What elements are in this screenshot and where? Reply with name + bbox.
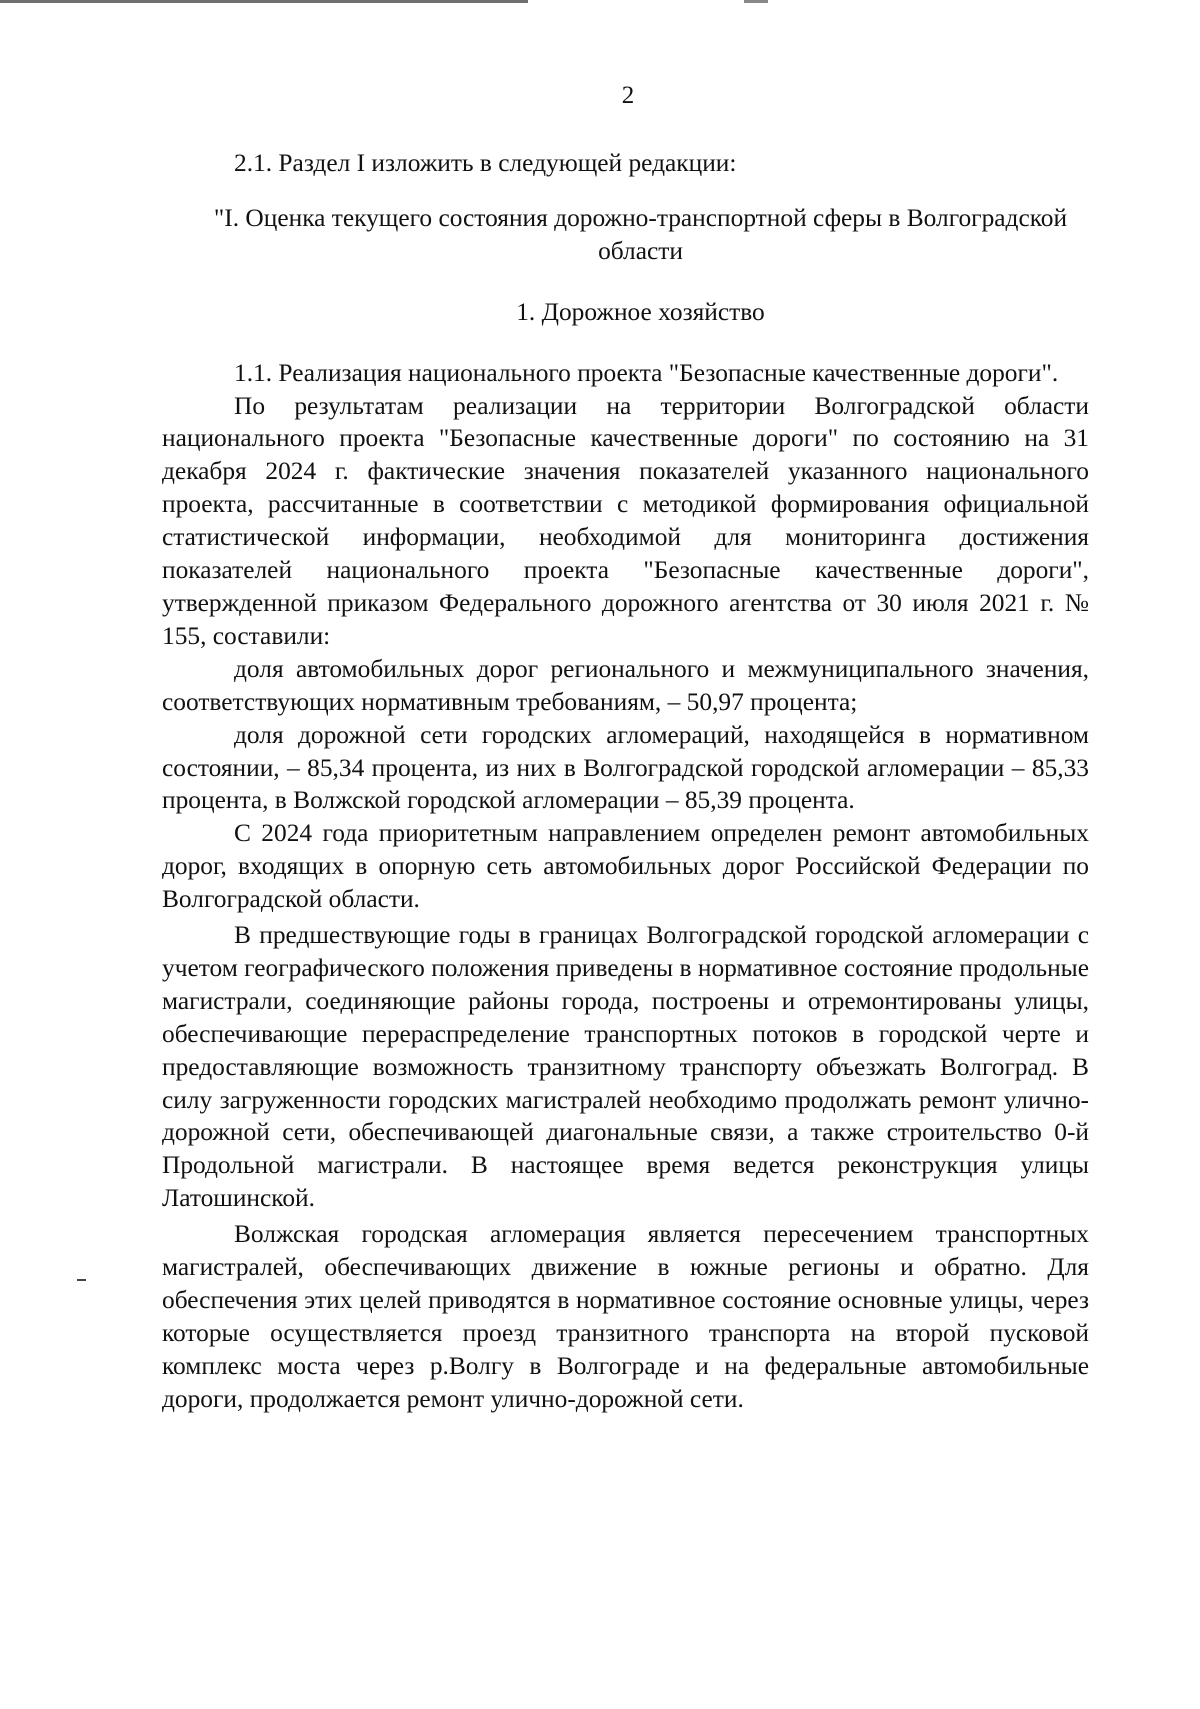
scan-top-edge <box>0 0 1200 3</box>
document-body <box>162 147 1089 1416</box>
paragraph-1: 1.1. Реализация национального проекта "Безопасные качественные дороги". <box>234 358 1059 387</box>
subsection-heading: 1. Дорожное хозяйство <box>516 297 765 326</box>
margin-mark <box>77 1279 86 1281</box>
paragraph-3: доля автомобильных дорог регионального и межмуниципального значения, соответствующих нормативным требованиям, – 50,97 процента; <box>162 654 1089 716</box>
paragraph-6: В предшествующие годы в границах Волгоградской городской агломерации с учетом географического положения приведены в нормативное состояние продольные магистрали, соединяющие районы города, построены и отремонтированы улицы, обеспечивающие перераспределение транспортных потоков в городской черте и предоставляющие возможность транзитному транспорту объезжать Волгоград. В силу загруженности городских магистралей необходимо продолжать ремонт улично-дорожной сети, обеспечивающей диагональные связи, а также строительство 0-й Продольной магистрали. В настоящее время ведется реконструкция улицы Латошинской. <box>162 921 1089 1213</box>
page-number: 2 <box>621 82 635 109</box>
paragraph-4: доля дорожной сети городских агломераций, находящейся в нормативном состоянии, – 85,34 процента, из них в Волгоградской городской агломерации – 85,33 процента, в Волжской городской агломерации – 85,39 процента. <box>162 720 1089 815</box>
amendment-intro: 2.1. Раздел I изложить в следующей редакции: <box>234 149 737 177</box>
paragraph-2: По результатам реализации на территории Волгоградской области национального проекта "Безопасные качественные дороги" по состоянию на 31 декабря 2024 г. фактические значения показателей указанного национального проекта, рассчитанные в соответствии с методикой формирования официальной статистической информации, необходимой для мониторинга достижения показателей национального проекта "Безопасные качественные дороги", утвержденной приказом Федерального дорожного агентства от 30 июля 2021 г. № 155, составили: <box>162 391 1089 650</box>
section-heading: "I. Оценка текущего состояния дорожно-транспортной сферы в Волгоградской области <box>213 203 1068 265</box>
paragraph-5: С 2024 года приоритетным направлением определен ремонт автомобильных дорог, входящих в опорную сеть автомобильных дорог Российской Федерации по Волгоградской области. <box>162 819 1089 914</box>
paragraph-7: Волжская городская агломерация является пересечением транспортных магистралей, обеспечивающих движение в южные регионы и обратно. Для обеспечения этих целей приводятся в нормативное состояние основные улицы, через которые осуществляется проезд транзитного транспорта на второй пусковой комплекс моста через р.Волгу в Волгограде и на федеральные автомобильные дороги, продолжается ремонт улично-дорожной сети. <box>162 1220 1089 1413</box>
